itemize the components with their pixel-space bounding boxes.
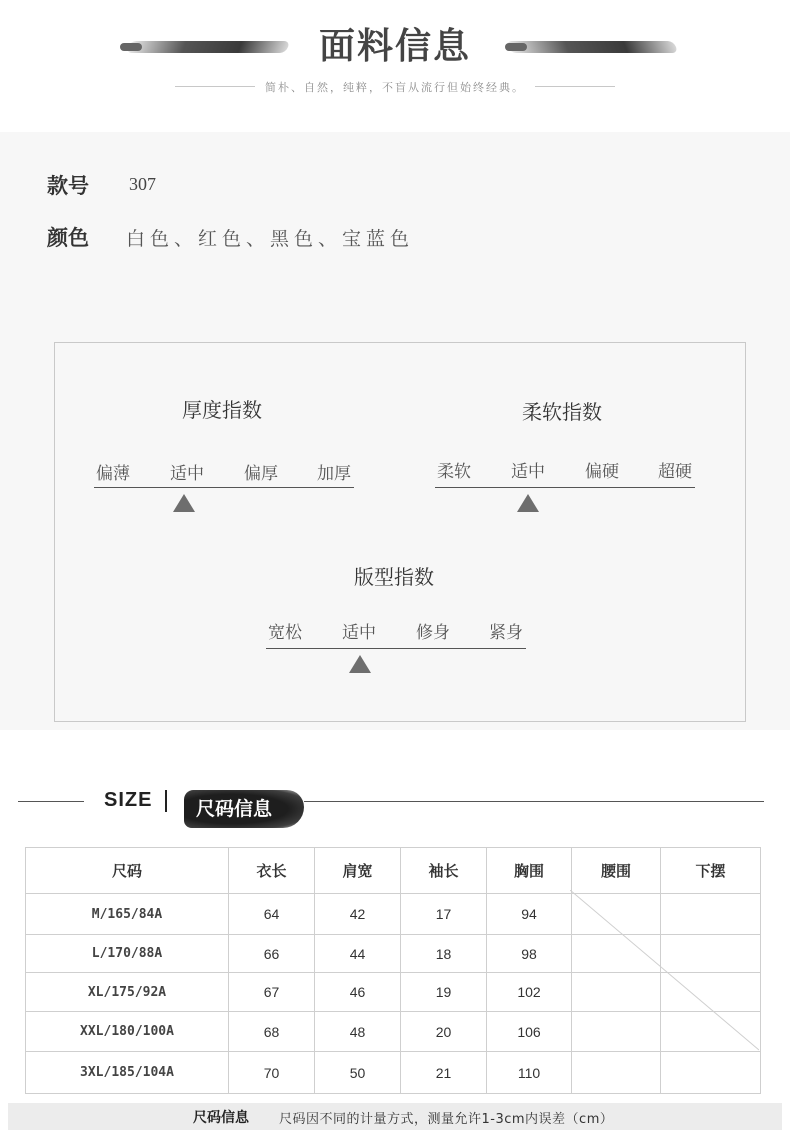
table-cell: 98	[487, 935, 572, 973]
column-header: 胸围	[487, 848, 572, 894]
size-label-en: SIZE	[104, 789, 153, 811]
table-cell: 18	[401, 935, 487, 973]
table-cell	[661, 1012, 761, 1052]
table-cell: 110	[487, 1052, 572, 1094]
size-rule-right	[304, 801, 764, 802]
thickness-scale-line	[94, 487, 354, 488]
color-value: 白色、红色、黑色、宝蓝色	[126, 228, 415, 250]
table-cell	[572, 1012, 661, 1052]
footer-note: 尺码因不同的计量方式，测量允许1-3cm内误差（cm）	[279, 1112, 614, 1127]
table-cell: 106	[487, 1012, 572, 1052]
fit-option: 修身	[416, 623, 450, 643]
table-cell: 44	[315, 935, 401, 973]
softness-scale-line	[435, 487, 695, 488]
thickness-index-title: 厚度指数	[182, 398, 262, 422]
page-title: 面料信息	[318, 25, 471, 67]
table-cell: 19	[401, 973, 487, 1012]
table-cell: 21	[401, 1052, 487, 1094]
size-table-header-row	[26, 848, 761, 894]
table-cell	[661, 935, 761, 973]
thickness-option: 加厚	[317, 464, 351, 484]
table-row	[26, 1052, 761, 1094]
fit-option: 紧身	[489, 623, 523, 643]
table-cell	[661, 973, 761, 1012]
thickness-option: 适中	[170, 464, 204, 484]
footer-label: 尺码信息	[193, 1110, 249, 1126]
table-cell: 66	[229, 935, 315, 973]
size-table	[25, 847, 761, 1094]
table-cell	[661, 1052, 761, 1094]
size-divider	[165, 790, 167, 812]
table-cell: 67	[229, 973, 315, 1012]
table-cell	[572, 894, 661, 935]
fit-pointer-icon	[349, 655, 371, 673]
style-number-value: 307	[129, 174, 156, 194]
size-cell: M/165/84A	[26, 894, 229, 935]
softness-option: 柔软	[437, 462, 471, 482]
softness-option: 适中	[511, 462, 545, 482]
fit-option: 宽松	[268, 623, 302, 643]
table-cell: 50	[315, 1052, 401, 1094]
fit-option: 适中	[342, 623, 376, 643]
table-cell: 42	[315, 894, 401, 935]
table-cell: 94	[487, 894, 572, 935]
column-header: 尺码	[26, 848, 229, 894]
page-subtitle-text: 简朴、自然，纯粹，不盲从流行但始终经典。	[255, 81, 535, 94]
size-rule-left	[18, 801, 84, 802]
column-header: 肩宽	[315, 848, 401, 894]
thickness-option: 偏薄	[96, 464, 130, 484]
size-label-badge: 尺码信息	[184, 790, 304, 828]
column-header: 下摆	[661, 848, 761, 894]
fit-index-title: 版型指数	[354, 565, 434, 589]
table-cell: 17	[401, 894, 487, 935]
table-cell: 48	[315, 1012, 401, 1052]
table-cell	[572, 973, 661, 1012]
table-cell: 70	[229, 1052, 315, 1094]
size-cell: XXL/180/100A	[26, 1012, 229, 1052]
table-cell: 102	[487, 973, 572, 1012]
page-subtitle	[0, 79, 790, 95]
style-number-label: 款号	[47, 174, 89, 198]
table-row	[26, 894, 761, 935]
table-cell: 64	[229, 894, 315, 935]
table-cell: 46	[315, 973, 401, 1012]
size-cell: 3XL/185/104A	[26, 1052, 229, 1094]
table-cell: 20	[401, 1012, 487, 1052]
column-header: 袖长	[401, 848, 487, 894]
column-header: 腰围	[572, 848, 661, 894]
size-cell: L/170/88A	[26, 935, 229, 973]
softness-pointer-icon	[517, 494, 539, 512]
softness-option: 偏硬	[585, 462, 619, 482]
fit-scale-line	[266, 648, 526, 649]
size-cell: XL/175/92A	[26, 973, 229, 1012]
color-label: 颜色	[47, 226, 89, 250]
thickness-option: 偏厚	[244, 464, 278, 484]
table-row	[26, 1012, 761, 1052]
table-row	[26, 935, 761, 973]
table-cell	[572, 935, 661, 973]
table-row	[26, 973, 761, 1012]
table-cell: 68	[229, 1012, 315, 1052]
softness-index-title: 柔软指数	[522, 400, 602, 424]
table-cell	[661, 894, 761, 935]
column-header: 衣长	[229, 848, 315, 894]
softness-option: 超硬	[658, 462, 692, 482]
table-cell	[572, 1052, 661, 1094]
thickness-pointer-icon	[173, 494, 195, 512]
